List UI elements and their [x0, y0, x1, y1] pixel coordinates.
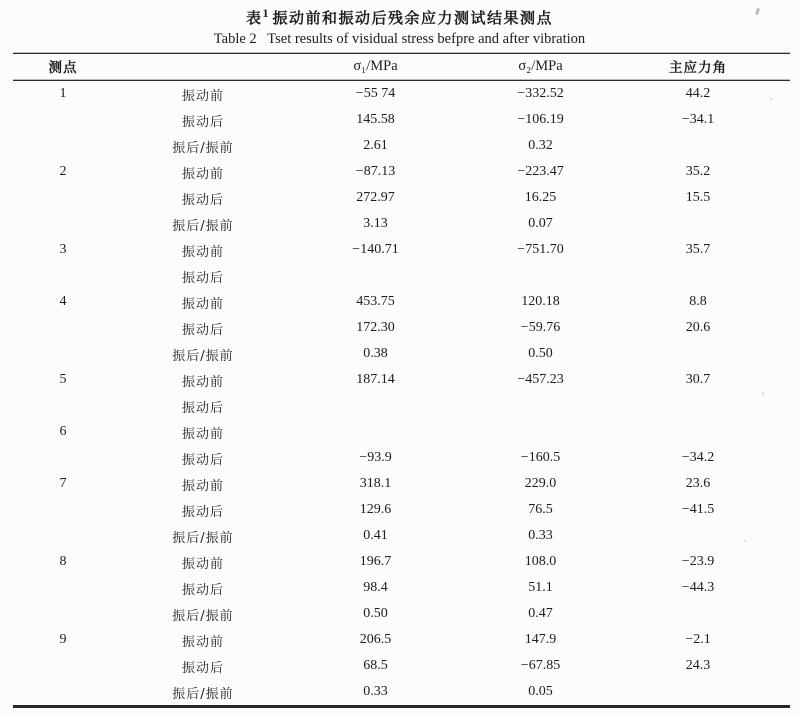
- cell-s2: −332.52: [517, 86, 564, 101]
- table-row: [13, 81, 790, 107]
- cell-s2: −67.85: [520, 658, 561, 673]
- cell-condition: 振动前: [181, 426, 224, 442]
- cell-condition: 振动后: [181, 322, 224, 338]
- cell-s2: −106.19: [517, 112, 564, 127]
- cell-angle: −23.9: [681, 554, 715, 569]
- cell-condition: 振动前: [181, 556, 224, 572]
- cell-s1: −55 74: [355, 86, 396, 101]
- cell-angle: 30.7: [685, 372, 711, 387]
- col-header-sigma2: σ₂/MPa: [518, 57, 563, 74]
- cell-angle: −2.1: [685, 632, 711, 647]
- cell-s2: 0.47: [528, 606, 553, 621]
- table-row: [13, 367, 790, 393]
- cell-s2: −160.5: [520, 450, 561, 465]
- cell-point: 4: [59, 294, 67, 309]
- table-row: [13, 263, 790, 289]
- cell-s1: 0.33: [363, 684, 388, 699]
- cell-condition: 振动前: [181, 244, 224, 260]
- cell-point: 6: [59, 424, 67, 439]
- cell-condition: 振动前: [181, 88, 224, 104]
- cell-condition: 振动后: [181, 660, 224, 676]
- cell-s2: 76.5: [528, 502, 553, 517]
- cell-s2: −223.47: [517, 164, 564, 179]
- cell-s1: 0.50: [363, 606, 388, 621]
- cell-angle: −34.2: [681, 450, 715, 465]
- table-row: [13, 185, 790, 211]
- table-row: [13, 159, 790, 185]
- cell-condition: 振动后: [181, 504, 224, 520]
- cell-s1: 196.7: [359, 554, 392, 569]
- cell-s1: −93.9: [359, 450, 392, 465]
- table-row: [13, 289, 790, 315]
- cell-point: 8: [59, 554, 67, 569]
- table-row: [13, 107, 790, 133]
- cell-s2: 0.05: [528, 684, 553, 699]
- cell-condition: 振动前: [181, 634, 224, 650]
- cell-point: 3: [59, 242, 67, 257]
- cell-condition: 振动前: [181, 166, 224, 182]
- cell-s1: 145.58: [356, 112, 395, 127]
- table-row: [13, 471, 790, 497]
- cell-s2: 120.18: [521, 294, 560, 309]
- cell-angle: 15.5: [685, 190, 711, 205]
- cell-angle: 44.2: [685, 86, 711, 101]
- cell-condition: 振后/振前: [172, 686, 234, 702]
- cell-condition: 振动后: [181, 582, 224, 598]
- table-header-row: [13, 54, 790, 78]
- cell-angle: 35.2: [685, 164, 711, 179]
- cell-condition: 振动后: [181, 270, 224, 286]
- cell-s2: 0.32: [528, 138, 553, 153]
- cell-point: 2: [59, 164, 67, 179]
- table-body: [13, 81, 790, 705]
- table-row: [13, 627, 790, 653]
- cell-condition: 振动前: [181, 478, 224, 494]
- cell-condition: 振后/振前: [172, 530, 234, 546]
- col-header-point: 测点: [48, 60, 78, 76]
- table-row: [13, 679, 790, 705]
- cell-s2: 0.50: [528, 346, 553, 361]
- table-row: [13, 445, 790, 471]
- col-header-angle: 主应力角: [669, 60, 727, 76]
- cell-condition: 振后/振前: [172, 608, 234, 624]
- results-table: [13, 51, 790, 708]
- cell-s1: 187.14: [356, 372, 395, 387]
- cell-angle: −34.1: [681, 112, 715, 127]
- cell-s1: −140.71: [352, 242, 399, 257]
- table-row: [13, 419, 790, 445]
- cell-s2: 229.0: [524, 476, 557, 491]
- cell-s1: 68.5: [363, 658, 388, 673]
- cell-point: 1: [59, 86, 67, 101]
- cell-angle: 8.8: [689, 294, 707, 309]
- cell-s2: 0.07: [528, 216, 553, 231]
- cell-s2: 108.0: [524, 554, 557, 569]
- scan-speck: [770, 98, 772, 100]
- cell-condition: 振动前: [181, 374, 224, 390]
- cell-angle: 23.6: [685, 476, 711, 491]
- cell-s1: 98.4: [363, 580, 388, 595]
- cell-s2: 0.33: [528, 528, 553, 543]
- table-row: [13, 315, 790, 341]
- table-title-cn-prefix: 表: [245, 9, 263, 27]
- cell-s1: −87.13: [355, 164, 396, 179]
- table-row: [13, 341, 790, 367]
- cell-condition: 振后/振前: [172, 218, 234, 234]
- table-row: [13, 653, 790, 679]
- cell-point: 9: [59, 632, 67, 647]
- cell-angle: 20.6: [685, 320, 711, 335]
- cell-s1: 0.38: [363, 346, 388, 361]
- cell-s2: 51.1: [528, 580, 553, 595]
- cell-s2: 16.25: [524, 190, 557, 205]
- cell-s1: 206.5: [359, 632, 392, 647]
- cell-condition: 振后/振前: [172, 348, 234, 364]
- scan-speck: [744, 540, 746, 542]
- cell-s1: 318.1: [359, 476, 392, 491]
- cell-s2: −457.23: [517, 372, 564, 387]
- table-row: [13, 237, 790, 263]
- scan-speck: [762, 392, 764, 395]
- table-row: [13, 211, 790, 237]
- cell-s1: 272.97: [356, 190, 395, 205]
- table-row: [13, 393, 790, 419]
- cell-s1: 2.61: [363, 138, 388, 153]
- cell-condition: 振动后: [181, 400, 224, 416]
- table-title-en: Table 2 Tset results of visidual stress befpre and after vibration: [213, 31, 586, 47]
- cell-s1: 129.6: [359, 502, 392, 517]
- table-row: [13, 575, 790, 601]
- cell-s1: 3.13: [363, 216, 388, 231]
- cell-s1: 172.30: [356, 320, 395, 335]
- cell-point: 7: [59, 476, 67, 491]
- cell-s2: −751.70: [517, 242, 564, 257]
- cell-s1: 0.41: [363, 528, 388, 543]
- cell-angle: −44.3: [681, 580, 715, 595]
- table-title-cn: [0, 0, 799, 28]
- cell-point: 5: [59, 372, 67, 387]
- cell-s2: −59.76: [520, 320, 561, 335]
- cell-condition: 振后/振前: [172, 140, 234, 156]
- cell-condition: 振动后: [181, 192, 224, 208]
- table-row: [13, 549, 790, 575]
- cell-s1: 453.75: [356, 294, 395, 309]
- table-row: [13, 523, 790, 549]
- cell-condition: 振动后: [181, 452, 224, 468]
- cell-condition: 振动前: [181, 296, 224, 312]
- cell-s2: 147.9: [524, 632, 557, 647]
- table-row: [13, 601, 790, 627]
- table-title-cn-text: 振动前和振动后残余应力测试结果测点: [272, 9, 554, 27]
- table-bottom-rule: [13, 705, 790, 708]
- col-header-sigma1: σ₁/MPa: [353, 57, 398, 74]
- cell-angle: −41.5: [681, 502, 715, 517]
- table-title-cn-number: 1: [262, 6, 269, 20]
- cell-angle: 35.7: [685, 242, 711, 257]
- cell-condition: 振动后: [181, 114, 224, 130]
- cell-angle: 24.3: [685, 658, 711, 673]
- table-row: [13, 133, 790, 159]
- table-row: [13, 497, 790, 523]
